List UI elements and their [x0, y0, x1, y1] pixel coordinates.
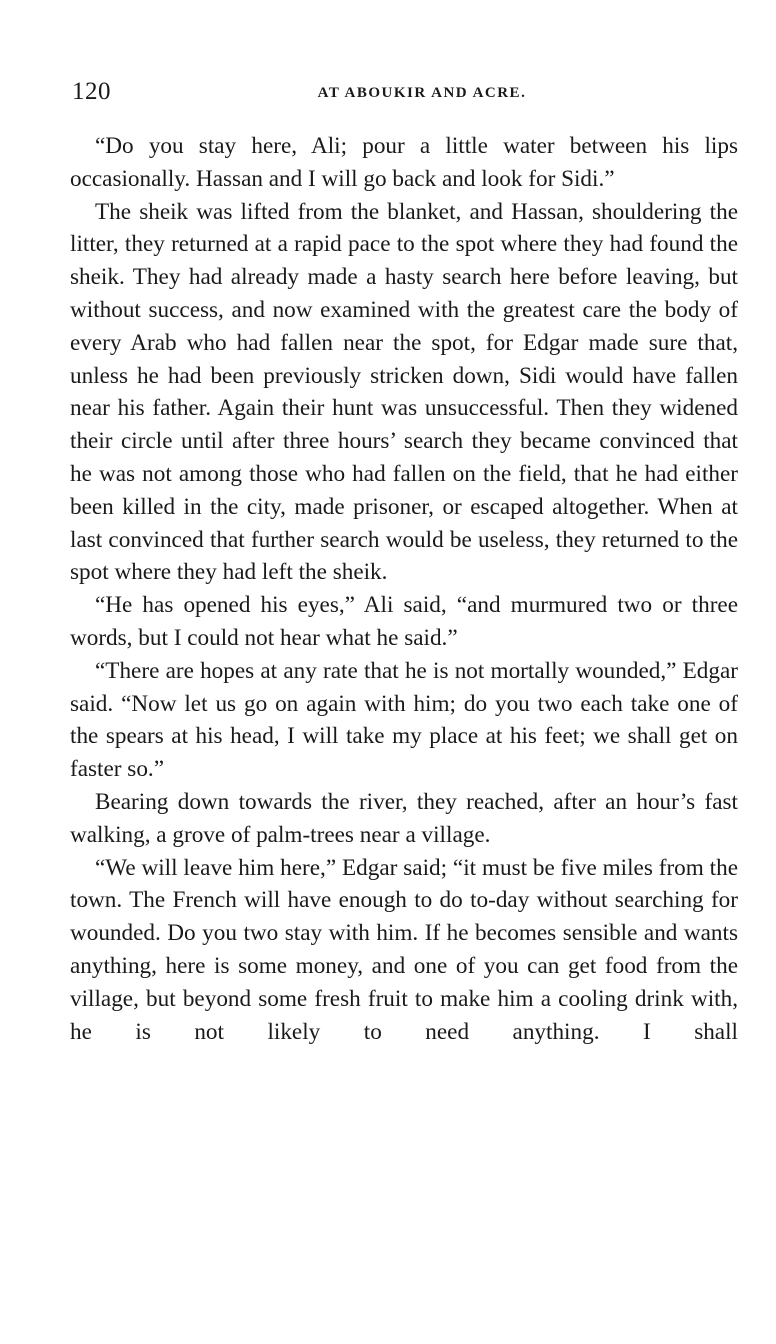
- body-text: [70, 130, 738, 1048]
- paragraph: “There are hopes at any rate that he is not mortally wounded,” Edgar said. “Now let us go on again with him; do you two each take one of the spears at his head, I will take my place at his feet; we shall get on faster so.”: [70, 657, 738, 783]
- book-page: [70, 78, 738, 1048]
- paragraph: “We will leave him here,” Edgar said; “it must be five miles from the town. The French will have enough to do to-day without searching for wounded. Do you two stay with him. If he becomes sensible and wants anything, here is some money, and one of you can get food from the village, but beyond some fresh fruit to make him a cooling drink with, he is not likely to need anything. I shall: [70, 854, 738, 1045]
- paragraph: The sheik was lifted from the blanket, and Hassan, shouldering the litter, they returned at a rapid pace to the spot where they had found the sheik. They had already made a hasty search here before leaving, but without success, and now examined with the greatest care the body of every Arab who had fallen near the spot, for Edgar made sure that, unless he had been previously stricken down, Sidi would have fallen near his father. Again their hunt was unsuccessful. Then they widened their circle until after three hours’ search they became convinced that he was not among those who had fallen on the field, that he had either been killed in the city, made prisoner, or escaped altogether. When at last convinced that further search would be useless, they returned to the spot where they had left the sheik.: [70, 198, 738, 586]
- running-head: AT ABOUKIR AND ACRE.: [317, 85, 527, 101]
- page-header: [70, 78, 738, 118]
- page-number: 120: [72, 78, 111, 105]
- paragraph: Bearing down towards the river, they reached, after an hour’s fast walking, a grove of palm-trees near a village.: [70, 788, 738, 848]
- paragraph: “He has opened his eyes,” Ali said, “and murmured two or three words, but I could not hear what he said.”: [70, 592, 738, 651]
- paragraph: “Do you stay here, Ali; pour a little water between his lips occasionally. Hassan and I will go back and look for Sidi.”: [70, 133, 738, 192]
